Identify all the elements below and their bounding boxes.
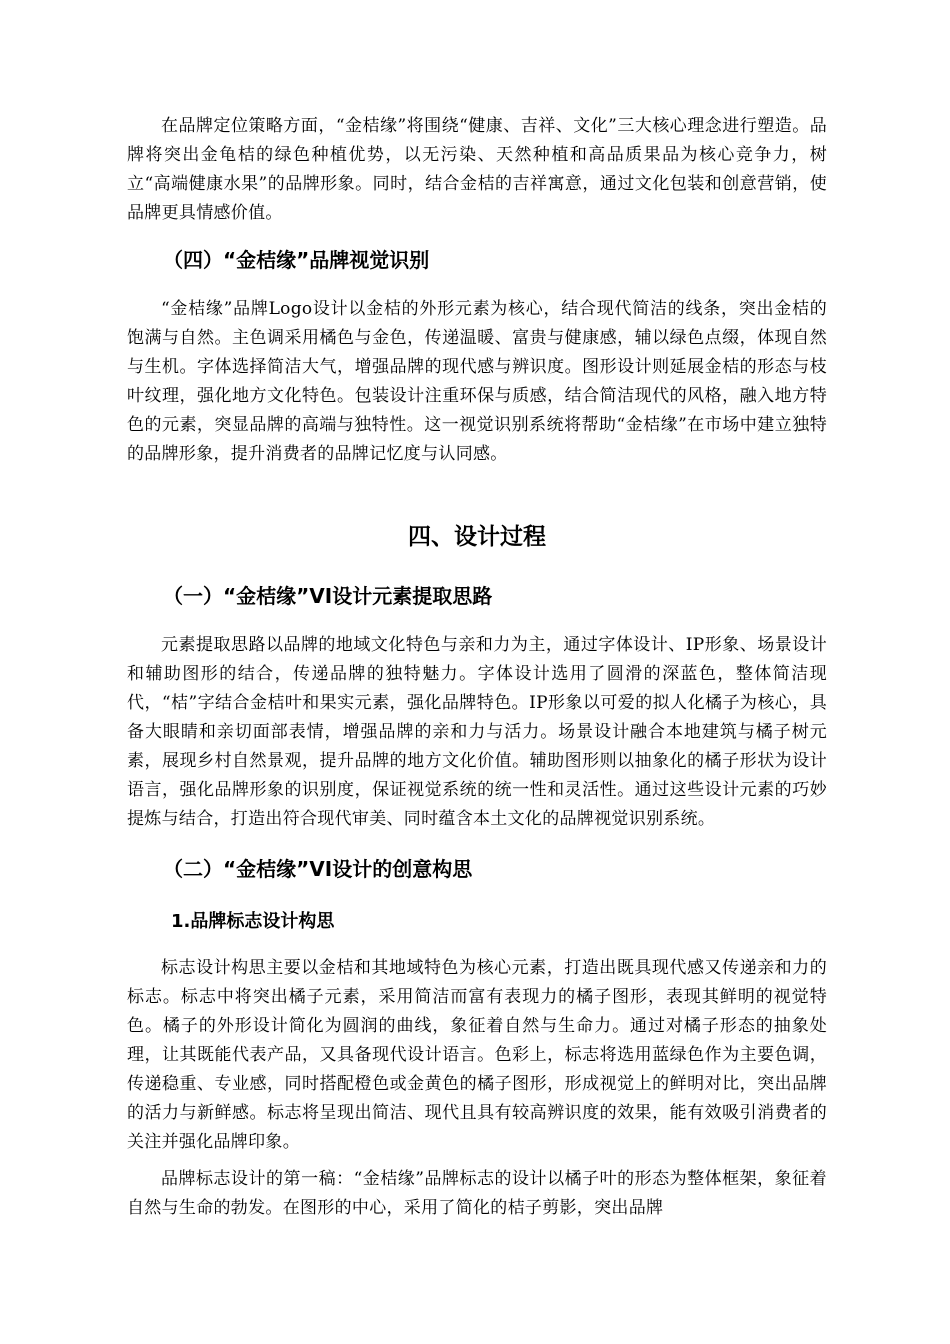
paragraph-logo-design-concept: 标志设计构思主要以金桔和其地域特色为核心元素，打造出既具现代感又传递亲和力的标志。标志中将突出橘子元素，采用简洁而富有表现力的橘子图形，表现其鲜明的视觉特色。橘子的外形设计简化为圆润的曲线，象征着自然与生命力。通过对橘子形态的抽象处理，让其既能代表产品，又具备现代设计语言。色彩上，标志将选用蓝绿色作为主要色调，传递稳重、专业感，同时搭配橙色或金黄色的橘子图形，形成视觉上的鲜明对比，突出品牌的活力与新鲜感。标志将呈现出简洁、现代且具有较高辨识度的效果，能有效吸引消费者的关注并强化品牌印象。 — [127, 958, 827, 1152]
heading-section-design-process: 四、设计过程 — [408, 524, 546, 550]
heading-brand-visual-identity: （四）“金桔缘”品牌视觉识别 — [163, 248, 430, 272]
heading-logo-design-concept: 1.品牌标志设计构思 — [171, 911, 335, 932]
heading-vi-element-extraction: （一）“金桔缘”VI设计元素提取思路 — [163, 584, 493, 608]
paragraph-logo-first-draft: 品牌标志设计的第一稿：“金桔缘”品牌标志的设计以橘子叶的形态为整体框架，象征着自然与生命的勃发。在图形的中心，采用了简化的桔子剪影，突出品牌 — [127, 1169, 827, 1218]
heading-vi-creative-concept: （二）“金桔缘”VI设计的创意构思 — [163, 857, 473, 881]
paragraph-brand-visual-identity: “金桔缘”品牌Logo设计以金桔的外形元素为核心，结合现代简洁的线条，突出金桔的饱满与自然。主色调采用橘色与金色，传递温暖、富贵与健康感，辅以绿色点缀，体现自然与生机。字体选择简洁大气，增强品牌的现代感与辨识度。图形设计则延展金桔的形态与枝叶纹理，强化地方文化特色。包装设计注重环保与质感，结合简洁现代的风格，融入地方特色的元素，突显品牌的高端与独特性。这一视觉识别系统将帮助“金桔缘”在市场中建立独特的品牌形象，提升消费者的品牌记忆度与认同感。 — [127, 299, 827, 464]
paragraph-vi-element-extraction: 元素提取思路以品牌的地域文化特色与亲和力为主，通过字体设计、IP形象、场景设计和辅助图形的结合，传递品牌的独特魅力。字体设计选用了圆滑的深蓝色，整体简洁现代，“桔”字结合金桔叶和果实元素，强化品牌特色。IP形象以可爱的拟人化橘子为核心，具备大眼睛和亲切面部表情，增强品牌的亲和力与活力。场景设计融合本地建筑与橘子树元素，展现乡村自然景观，提升品牌的地方文化价值。辅助图形则以抽象化的橘子形状为设计语言，强化品牌形象的识别度，保证视觉系统的统一性和灵活性。通过这些设计元素的巧妙提炼与结合，打造出符合现代审美、同时蕴含本土文化的品牌视觉识别系统。 — [127, 635, 827, 829]
document-page — [127, 112, 827, 1223]
paragraph-brand-positioning: 在品牌定位策略方面，“金桔缘”将围绕“健康、吉祥、文化”三大核心理念进行塑造。品牌将突出金龟桔的绿色种植优势，以无污染、天然种植和高品质果品为核心竞争力，树立“高端健康水果”的品牌形象。同时，结合金桔的吉祥寓意，通过文化包装和创意营销，使品牌更具情感价值。 — [127, 116, 827, 223]
